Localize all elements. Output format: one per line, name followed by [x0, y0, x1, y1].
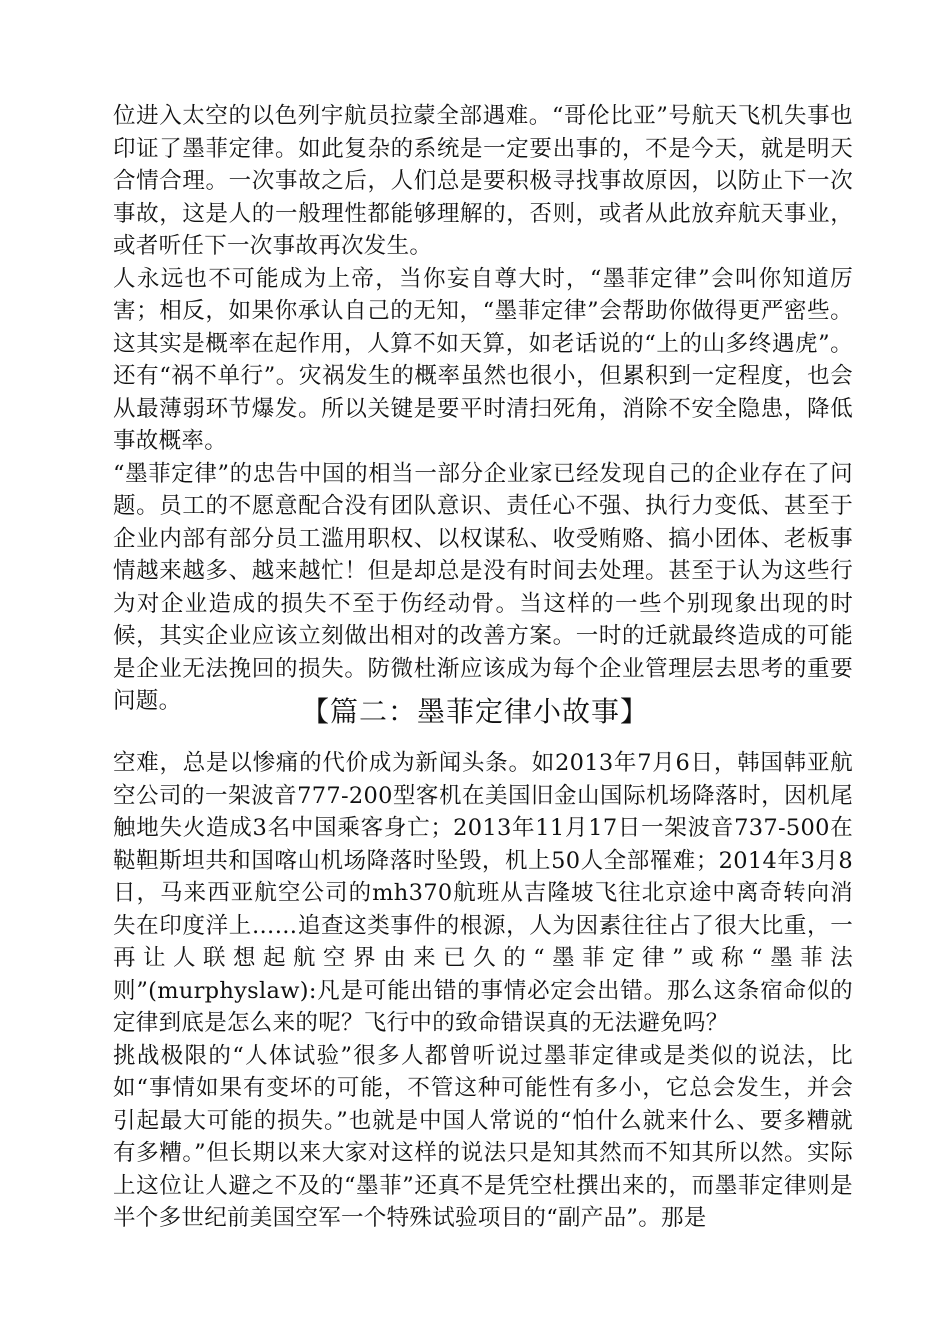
paragraph-human-experiment: 挑战极限的“人体试验”很多人都曾听说过墨菲定律或是类似的说法，比如“事情如果有变坏的可能，不管这种可能性有多小，它总会发生，并会引起最大可能的损失。”也就是中国人常说的“怕什么就来什么、要多糟就有多糟。”但长期以来大家对这样的说法只是知其然而不知其所以然。实际上这位让人避之不及的“墨菲”还真不是凭空杜撰出来的，而墨菲定律则是半个多世纪前美国空军一个特殊试验项目的“副产品”。那是	[113, 1042, 853, 1231]
section-title: 【篇二：墨菲定律小故事】	[300, 695, 649, 728]
paragraph-air-crashes: 空难，总是以惨痛的代价成为新闻头条。如2013年7月6日，韩国韩亚航空公司的一架波音777-200型客机在美国旧金山国际机场降落时，因机尾触地失火造成3名中国乘客身亡；2013年11月17日一架波音737-500在鞑靼斯坦共和国喀山机场降落时坠毁，机上50人全部罹难；2014年3月8日，马来西亚航空公司的mh370航班从吉隆坡飞往北京途中离奇转向消失在印度洋上……追查这类事件的根源，人为因素往往占了很大比重，一再让人联想起航空界由来已久的“墨菲定律”或称“墨菲法则”(murphyslaw):凡是可能出错的事情必定会出错。那么这条宿命似的定律到底是怎么来的呢？飞行中的致命错误真的无法避免吗？	[113, 750, 853, 1036]
paragraph-space-disaster: 位进入太空的以色列宇航员拉蒙全部遇难。“哥伦比亚”号航天飞机失事也印证了墨菲定律。如此复杂的系统是一定要出事的，不是今天，就是明天合情合理。一次事故之后，人们总是要积极寻找事故原因，以防止下一次事故，这是人的一般理性都能够理解的，否则，或者从此放弃航天事业，或者听任下一次事故再次发生。	[113, 103, 853, 259]
paragraph-murphy-probability: 人永远也不可能成为上帝，当你妄自尊大时，“墨菲定律”会叫你知道厉害；相反，如果你承认自己的无知，“墨菲定律”会帮助你做得更严密些。这其实是概率在起作用，人算不如天算，如老话说的“上的山多终遇虎”。还有“祸不单行”。灾祸发生的概率虽然也很小，但累积到一定程度，也会从最薄弱环节爆发。所以关键是要平时清扫死角，消除不安全隐患，降低事故概率。	[113, 265, 853, 454]
text-block-part-one	[113, 100, 853, 718]
paragraph-enterprise-warning: “墨菲定律”的忠告中国的相当一部分企业家已经发现自己的企业存在了问题。员工的不愿意配合没有团队意识、责任心不强、执行力变低、甚至于企业内部有部分员工滥用职权、以权谋私、收受贿赂、搞小团体、老板事情越来越多、越来越忙！但是却总是没有时间去处理。甚至于认为这些行为对企业造成的损失不至于伤经动骨。当这样的一些个别现象出现的时候，其实企业应该立刻做出相对的改善方案。一时的迁就最终造成的可能是企业无法挽回的损失。防微杜渐应该成为每个企业管理层去思考的重要问题。	[113, 460, 853, 714]
text-block-part-two	[113, 747, 853, 1235]
